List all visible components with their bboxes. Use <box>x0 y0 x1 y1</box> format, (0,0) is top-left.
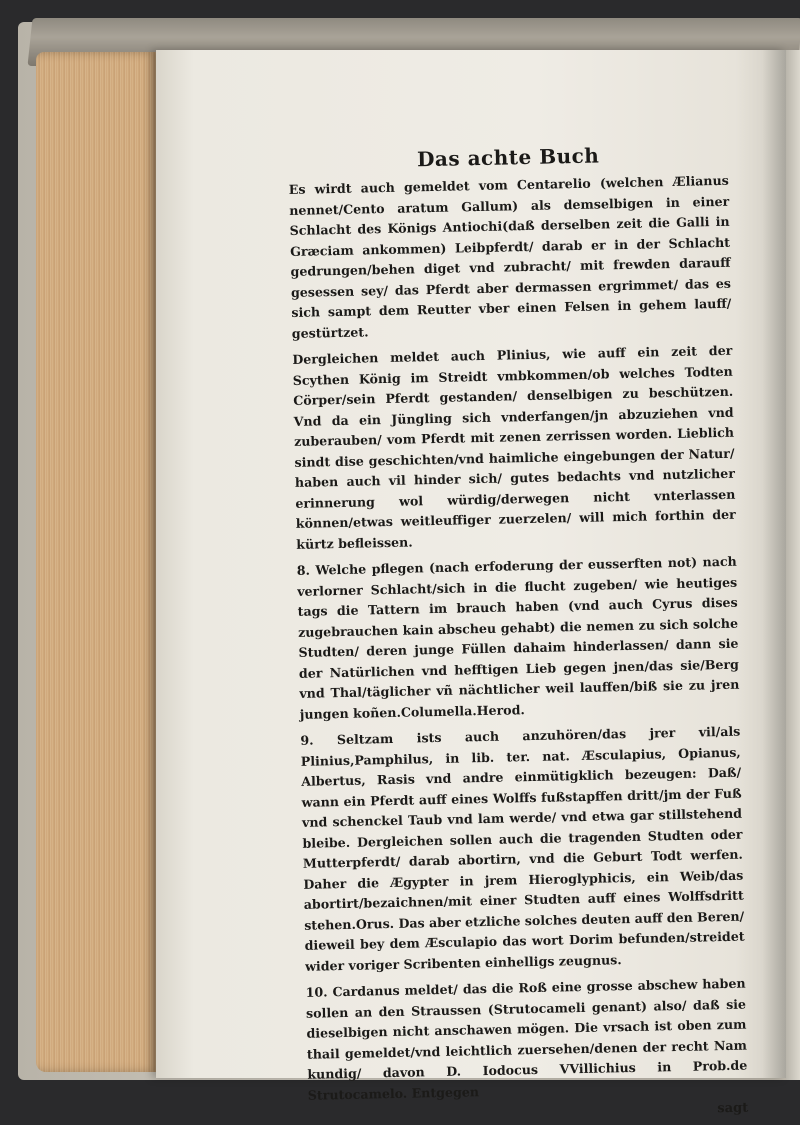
paragraph: 10. Cardanus meldet/ das die Roß eine grosse abschew haben sollen an den Straussen (Strutocameli genant) also/ daß sie dieselbigen nicht anschawen mögen. Die vrsach ist oben zum thail gemeldet/vnd leichtlich zuersehen/denen der recht Nam kundig/ davon D. Iodocus VVillichius in Prob.de Strutocamelo. Entgegen <box>305 975 748 1103</box>
paragraph: 9. Seltzam ists auch anzuhören/das jrer vil/als Plinius,Pamphilus, in lib. ter. nat. Æsculapius, Opianus, Albertus, Rasis vnd andre einmütigklich bezeugen: Daß/ wann ein Pferdt auff eines Wolffs fußstapffen dritt/jm der Fuß vnd schenckel Taub vnd lam werde/ vnd etwa gar stillstehend bleibe. Dergleichen sollen auch die tragenden Studten oder Mutterpferdt/ darab abortirn, vnd die Geburt Todt werfen. Daher die Ægypter in jrem Hieroglyphicis, ein Weib/das abortirt/bezaichnen/mit einer Studten auff eines Wolffsdritt stehen.Orus. Das aber etzliche solches deuten auff den Beren/ dieweil bey dem Æsculapio das wort Dorim befunden/streidet wider voriger Scribenten einhelligs zeugnus. <box>300 723 745 974</box>
running-head: Das achte Buch <box>416 143 600 172</box>
paragraph: Dergleichen meldet auch Plinius, wie auff ein zeit der Scythen König im Streidt vmbkommen/ob welches Todten Cörper/sein Pferdt gestanden/ denselbigen zu beschützen. Vnd da ein Jüngling sich vnderfangen/jn abzuziehen vnd zuberauben/ vom Pferdt mit zenen zerrissen worden. Lieblich sindt dise geschichten/vnd haimliche eingebungen der Natur/ haben auch vil hinder sich/ gutes bedachts vnd nutzlicher erinnerung wol würdig/derwegen nicht vnterlassen können/etwas weitleuffiger zuerzelen/ will mich forthin der kürtz befleissen. <box>292 342 736 552</box>
page-edges <box>36 52 158 1072</box>
paragraph: Es wirdt auch gemeldet vom Centarelio (welchen Ælianus nennet/Cento aratum Gallum) als demselbigen in einer Schlacht des Königs Antiochi(daß derselben zeit die Galli in Græciam ankommen) Leibpferdt/ darab er in der Schlacht gedrungen/behen diget vnd zubracht/ mit frewden darauff gesessen sey/ das Pferdt aber dermassen ergrimmet/ das es sich sampt dem Reutter vber einen Felsen in gehem lauff/ gestürtzet. <box>288 172 732 341</box>
catchword: sagt <box>717 1100 749 1117</box>
facing-page-edge <box>786 50 800 1080</box>
page-text <box>288 141 748 1125</box>
paragraph: 8. Welche pflegen (nach erfoderung der eusserften not) nach verlorner Schlacht/sich in die flucht zugeben/ wie heutiges tags die Tattern im brauch haben (vnd auch Cyrus dises zugebrauchen kain abscheu gehabt) die nemen zu sich solche Studten/ deren junge Füllen dahaim hinderlassen/ dann sie der Natürlichen vnd hefftigen Lieb gegen jnen/das sie/Berg vnd Thal/täglicher vñ nächtlicher weil lauffen/biß sie zu jren jungen koñen.Columella.Herod. <box>296 553 740 722</box>
page-gutter <box>762 50 786 1078</box>
